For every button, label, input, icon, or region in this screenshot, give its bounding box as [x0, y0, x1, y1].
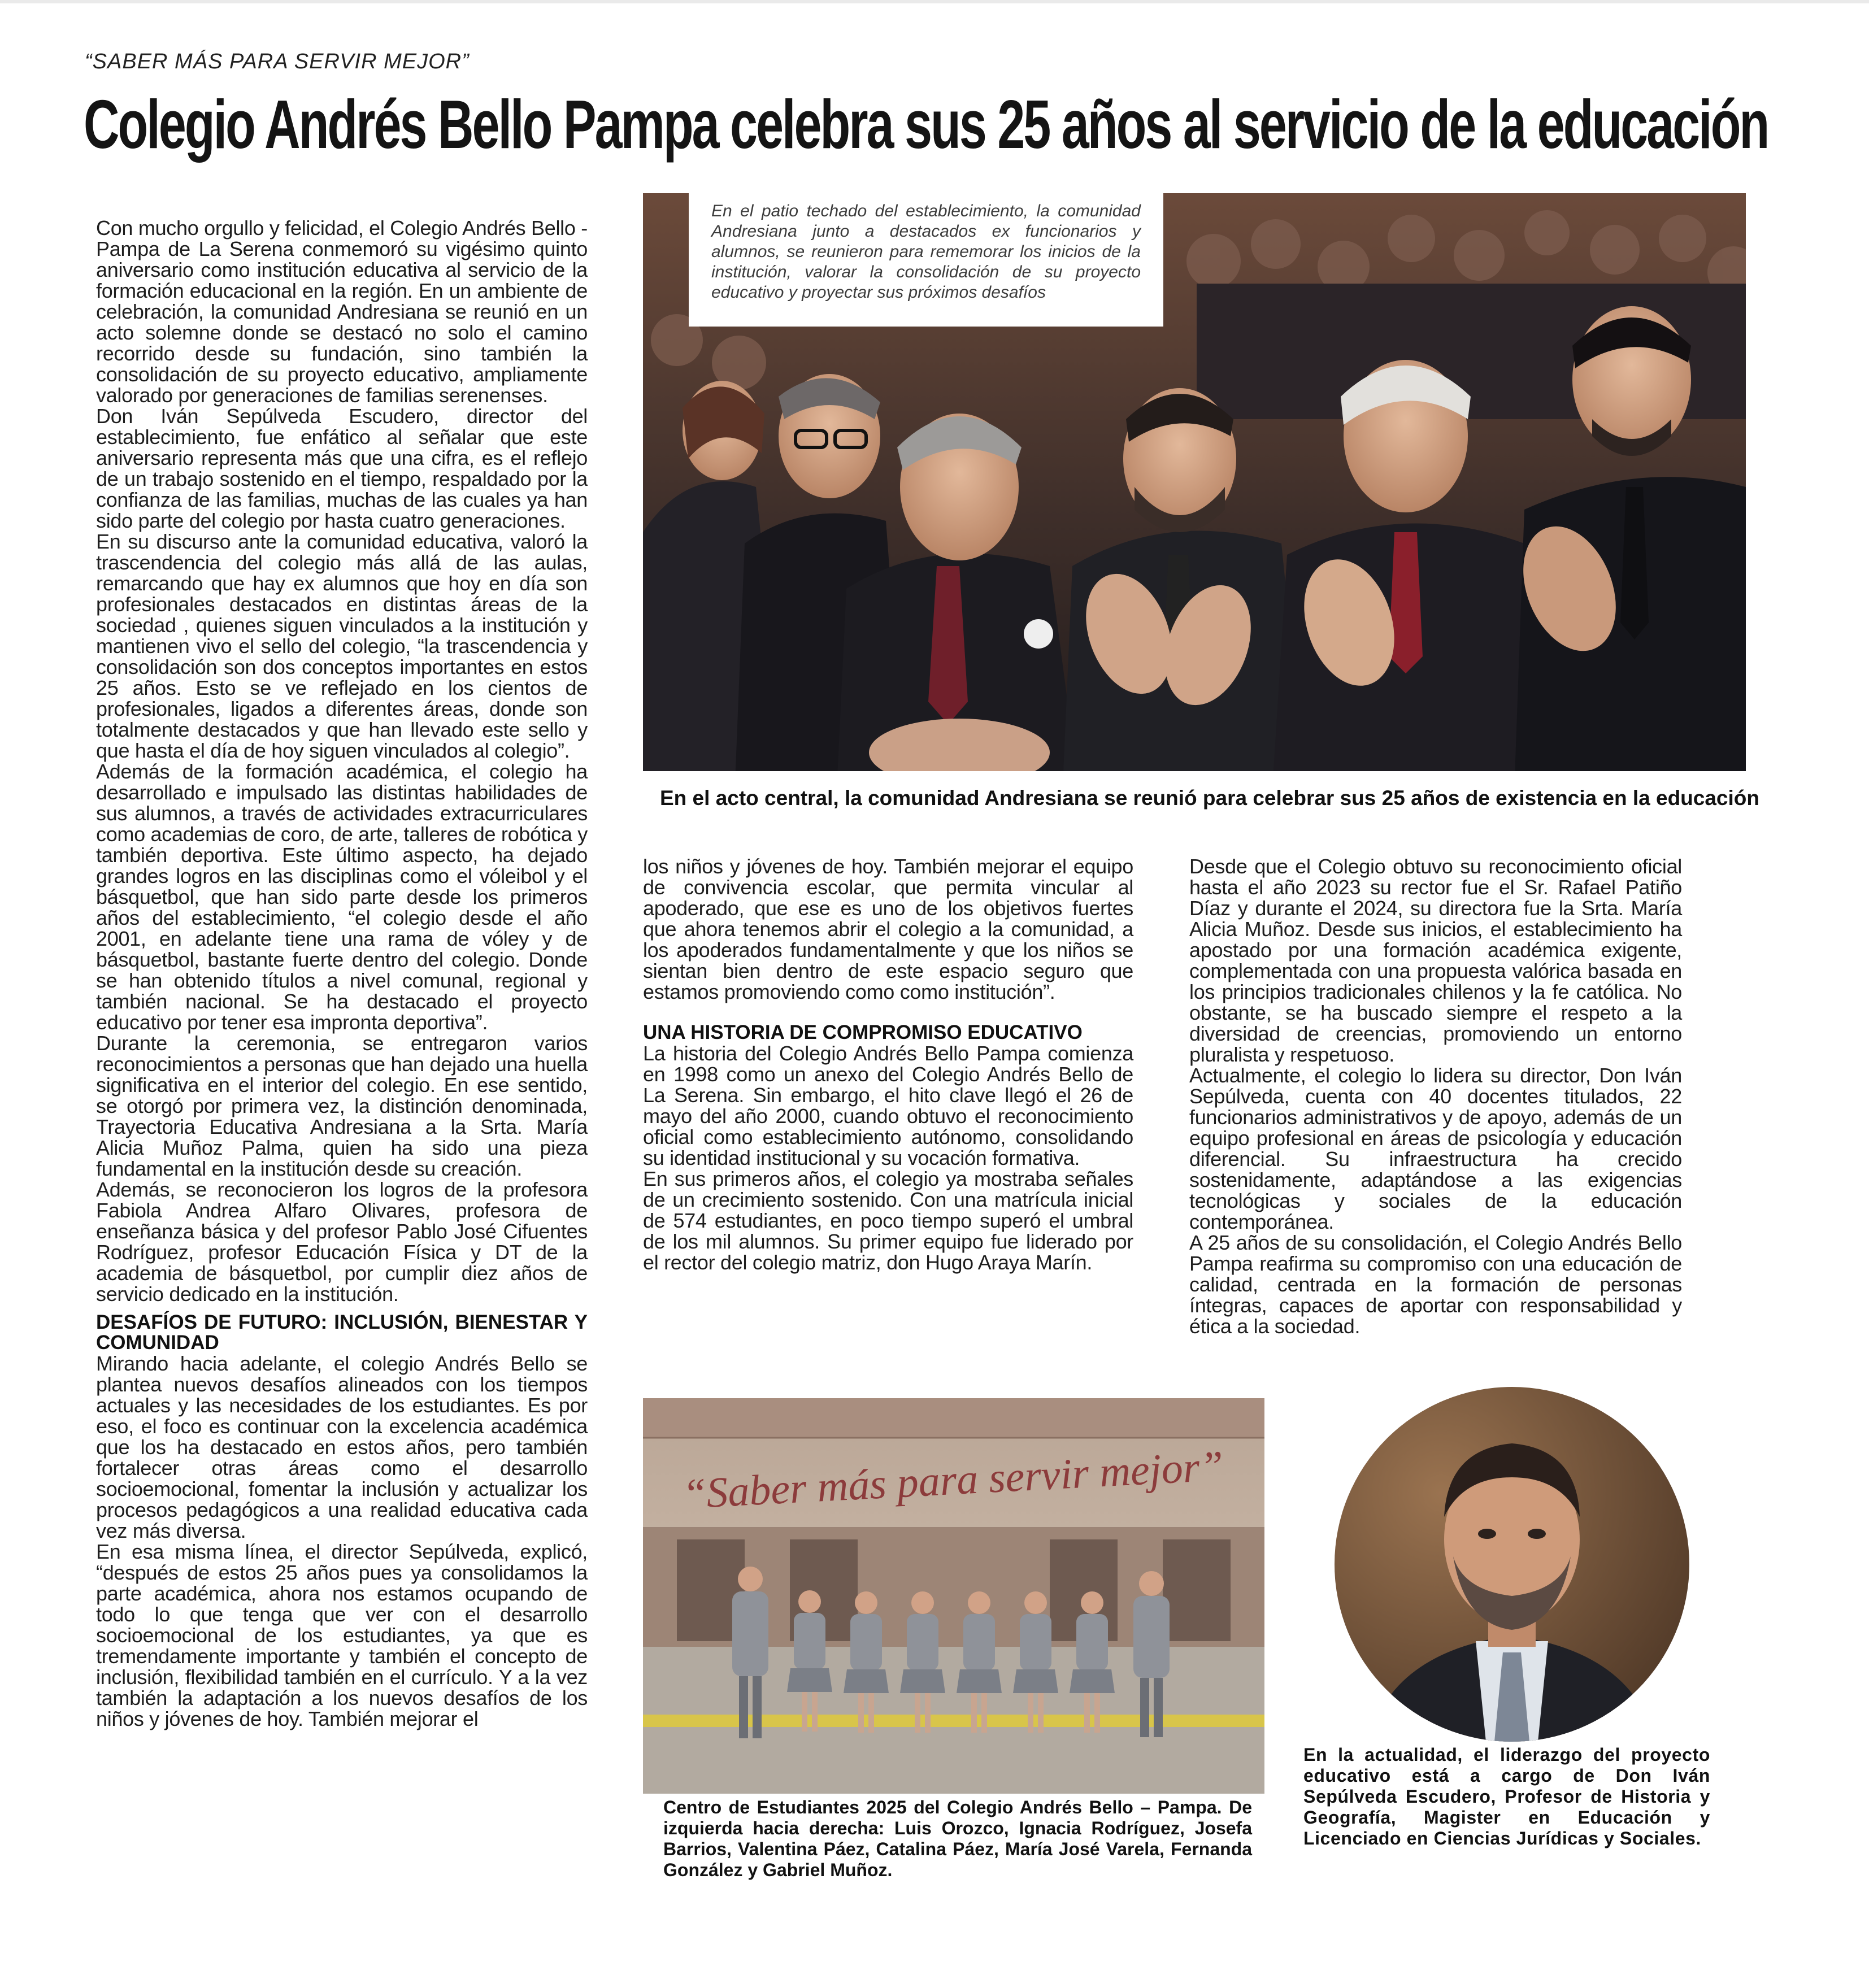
top-rule	[0, 0, 1869, 3]
kicker: “SABER MÁS PARA SERVIR MEJOR”	[85, 50, 470, 73]
article-column-2	[643, 856, 1133, 1273]
paragraph: Además, se reconocieron los logros de la profesora Fabiola Andrea Alfaro Olivares, profesora de enseñanza básica y del profesor Pablo José Cifuentes Rodríguez, profesor Educación Física y DT de la academia de básquetbol, por cumplir diez años de servicio dedicado en la institución.	[96, 1178, 588, 1306]
main-photo-overlay-caption: En el patio techado del establecimiento, la comunidad Andresiana junto a destacados ex funcionarios y alumnos, se reunieron para rememorar los inicios de la institución, valorar la consolidación de su proyecto educativo y proyectar sus próximos desafíos	[689, 193, 1163, 327]
article-column-1	[96, 217, 588, 1729]
article-column-3	[1189, 856, 1682, 1337]
school-motto-banner: “Saber más para servir mejor”	[681, 1442, 1225, 1519]
main-photo-caption: En el acto central, la comunidad Andresiana se reunió para celebrar sus 25 años de existencia en la educación	[643, 771, 1746, 825]
paragraph: En sus primeros años, el colegio ya mostraba señales de un crecimiento sostenido. Con una matrícula inicial de 574 estudiantes, en poco tiempo superó el umbral de los mil alumnos. Su primer equipo fue liderado por el rector del colegio matriz, don Hugo Araya Marín.	[643, 1167, 1133, 1274]
students-photo-caption: Centro de Estudiantes 2025 del Colegio Andrés Bello – Pampa. De izquierda hacia derecha: Luis Orozco, Ignacia Rodríguez, Josefa Barrios, Valentina Páez, Catalina Páez, María José Varela, Fernanda González y Gabriel Muñoz.	[643, 1794, 1264, 1895]
paragraph: Actualmente, el colegio lo lidera su director, Don Iván Sepúlveda, cuenta con 40 docentes titulados, 22 funcionarios administrativos y de apoyo, además de un equipo profesional en áreas de psicología y educación diferencial. Su infraestructura ha crecido sostenidamente, adaptándose a las exigencias tecnológicas y sociales de la educación contemporánea.	[1189, 1064, 1682, 1233]
paragraph: A 25 años de su consolidación, el Colegio Andrés Bello Pampa reafirma su compromiso con una educación de calidad, centrada en la formación de personas íntegras, capaces de aportar con responsabilidad y ética a la sociedad.	[1189, 1231, 1682, 1338]
paragraph: En esa misma línea, el director Sepúlveda, explicó, “después de estos 25 años pues ya consolidamos la parte académica, ahora nos estamos ocupando de todo lo que tenga que ver con el desarrollo socioemocional de los estudiantes, ya que es tremendamente importante y también el concepto de inclusión, flexibilidad también en el currículo. Y a la vez también la adaptación a los nuevos desafíos de los niños y jóvenes de hoy. También mejorar el	[96, 1540, 588, 1730]
paragraph: Don Iván Sepúlveda Escudero, director del establecimiento, fue enfático al señalar que este aniversario representa más que una cifra, es el reflejo de un trabajo sostenido en el tiempo, respaldado por la confianza de las familias, muchas de las cuales ya han sido parte del colegio por hasta cuatro generaciones.	[96, 404, 588, 532]
paragraph: Desde que el Colegio obtuvo su reconocimiento oficial hasta el año 2023 su rector fue el Sr. Rafael Patiño Díaz y durante el 2024, su directora fue la Srta. María Alicia Muñoz. Desde sus inicios, el establecimiento ha apostado por una formación académica exigente, complementada con una propuesta valórica basada en los principios tradicionales chilenos y la fe católica. No obstante, se ha buscado siempre el respeto a la diversidad de creencias, promoviendo un entorno pluralista y respetuoso.	[1189, 855, 1682, 1066]
section-heading: DESAFÍOS DE FUTURO: INCLUSIÓN, BIENESTAR Y COMUNIDAD	[96, 1311, 588, 1354]
headline: Colegio Andrés Bello Pampa celebra sus 25 años al servicio de la educación	[84, 86, 1768, 163]
paragraph: Además de la formación académica, el colegio ha desarrollado e impulsado las distintas habilidades de sus alumnos, a través de actividades extracurriculares como academias de coro, de arte, talleres de robótica y también deportiva. Este último aspecto, ha dejado grandes logros en las disciplinas como el vóleibol y el básquetbol, que han sido parte desde los primeros años del establecimiento, “el colegio desde el año 2001, en adelante tiene una rama de vóley y de básquetbol, bastante fuerte dentro del colegio. Donde se han obtenido títulos a nivel comunal, regional y también nacional. Se ha destacado el proyecto educativo por tener esa impronta deportiva”.	[96, 760, 588, 1034]
paragraph: Mirando hacia adelante, el colegio Andrés Bello se plantea nuevos desafíos alineados con los tiempos actuales y las necesidades de los estudiantes. Es por eso, el foco es continuar con la excelencia académica que los ha destacado en estos años, pero también fortalecer otras áreas como el desarrollo socioemocional, fomentar la inclusión y actualizar los procesos pedagógicos a una realidad educativa cada vez más diversa.	[96, 1352, 588, 1542]
paragraph: los niños y jóvenes de hoy. También mejorar el equipo de convivencia escolar, que permita vincular al apoderado, que ese es uno de los objetivos fuertes que ahora tenemos abrir el colegio a la comunidad, a los apoderados fundamentalmente y que los niños se sientan bien dentro de este espacio seguro que estamos promoviendo como como institución”.	[643, 855, 1133, 1003]
director-portrait	[1335, 1387, 1689, 1742]
paragraph: Durante la ceremonia, se entregaron varios reconocimientos a personas que han dejado una huella significativa en el interior del colegio. En ese sentido, se otorgó por primera vez, la distinción denominada, Trayectoria Educativa Andresiana a la Srta. María Alicia Muñoz Palma, quien ha sido una pieza fundamental en la institución desde su creación.	[96, 1032, 588, 1180]
director-illustration	[1335, 1387, 1689, 1742]
paragraph: La historia del Colegio Andrés Bello Pampa comienza en 1998 como un anexo del Colegio Andrés Bello de La Serena. Sin embargo, el hito clave llegó el 26 de mayo del año 2000, cuando obtuvo el reconocimiento oficial como establecimiento autónomo, consolidando su identidad institucional y su vocación formativa.	[643, 1042, 1133, 1169]
students-photo	[643, 1398, 1264, 1794]
students-illustration	[643, 1398, 1264, 1794]
director-caption: En la actualidad, el liderazgo del proyecto educativo está a cargo de Don Iván Sepúlveda Escudero, Profesor de Historia y Geografía, Magister en Educación y Licenciado en Ciencias Jurídicas y Sociales.	[1303, 1745, 1710, 1848]
paragraph: En su discurso ante la comunidad educativa, valoró la trascendencia del colegio más allá de las aulas, remarcando que hay ex alumnos que hoy en día son profesionales destacados en distintas áreas de la sociedad , quienes siguen vinculados a la institución y mantienen vivo el sello del colegio, “la trascendencia y consolidación son dos conceptos importantes en estos 25 años. Esto se ve reflejado en los cientos de profesionales, ligados a diferentes áreas, donde son totalmente destacados y que han llevado este sello y que hasta el día de hoy siguen vinculados al colegio”.	[96, 530, 588, 762]
paragraph: Con mucho orgullo y felicidad, el Colegio Andrés Bello - Pampa de La Serena conmemoró su vigésimo quinto aniversario como institución educativa al servicio de la formación educacional en la región. En un ambiente de celebración, la comunidad Andresiana se reunió en un acto solemne donde se destacó no solo el camino recorrido desde su fundación, sino también la consolidación de su proyecto educativo, ampliamente valorado por generaciones de familias serenenses.	[96, 216, 588, 407]
section-heading: UNA HISTORIA DE COMPROMISO EDUCATIVO	[643, 1021, 1083, 1043]
